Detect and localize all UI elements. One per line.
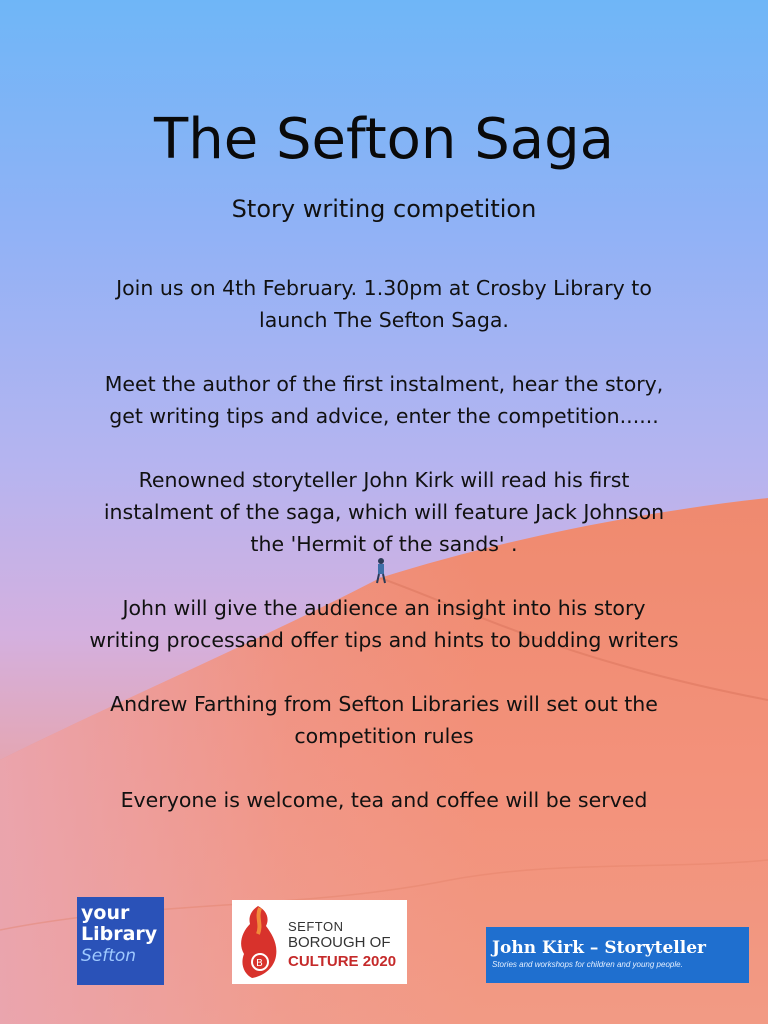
svg-text:B: B: [256, 958, 263, 969]
event-description: [60, 272, 708, 848]
your-library-sefton-logo: [77, 897, 164, 985]
paragraph-storyteller: [60, 464, 708, 560]
paragraph-launch: [60, 272, 708, 336]
text-line: instalment of the saga, which will feature Jack Johnson: [103, 500, 665, 524]
text-line: Everyone is welcome, tea and coffee will be served: [120, 788, 648, 812]
logo-text: Library: [81, 923, 158, 945]
logo-text: SEFTON: [288, 919, 344, 934]
logo-text: your: [81, 902, 130, 924]
poster-subtitle: Story writing competition: [231, 195, 537, 223]
text-line: Renowned storyteller John Kirk will read his first: [138, 468, 630, 492]
culture-emblem-icon: [236, 904, 286, 980]
logo-text: CULTURE 2020: [288, 953, 397, 970]
sefton-borough-of-culture-logo: [232, 900, 407, 984]
paragraph-meet-author: [60, 368, 708, 432]
text-line: John will give the audience an insight into his story: [122, 596, 646, 620]
logo-text: Sefton: [81, 946, 137, 966]
logo-text: BOROUGH OF: [288, 934, 391, 951]
logo-title: John Kirk – Storyteller: [492, 938, 706, 958]
text-line: launch The Sefton Saga.: [259, 308, 509, 332]
logo-tagline: Stories and workshops for children and young people.: [492, 960, 683, 969]
text-line: competition rules: [294, 724, 474, 748]
poster-title: The Sefton Saga: [154, 107, 614, 172]
text-line: Join us on 4th February. 1.30pm at Crosby Library to: [116, 276, 652, 300]
paragraph-welcome: [60, 784, 708, 816]
text-line: Meet the author of the first instalment, hear the story,: [104, 372, 664, 396]
paragraph-insight: [60, 592, 708, 656]
text-line: writing processand offer tips and hints to budding writers: [89, 628, 679, 652]
text-line: Andrew Farthing from Sefton Libraries will set out the: [110, 692, 658, 716]
paragraph-rules: [60, 688, 708, 752]
text-line: get writing tips and advice, enter the competition......: [109, 404, 659, 428]
john-kirk-storyteller-logo: [486, 927, 749, 983]
text-line: the 'Hermit of the sands' .: [250, 532, 518, 556]
